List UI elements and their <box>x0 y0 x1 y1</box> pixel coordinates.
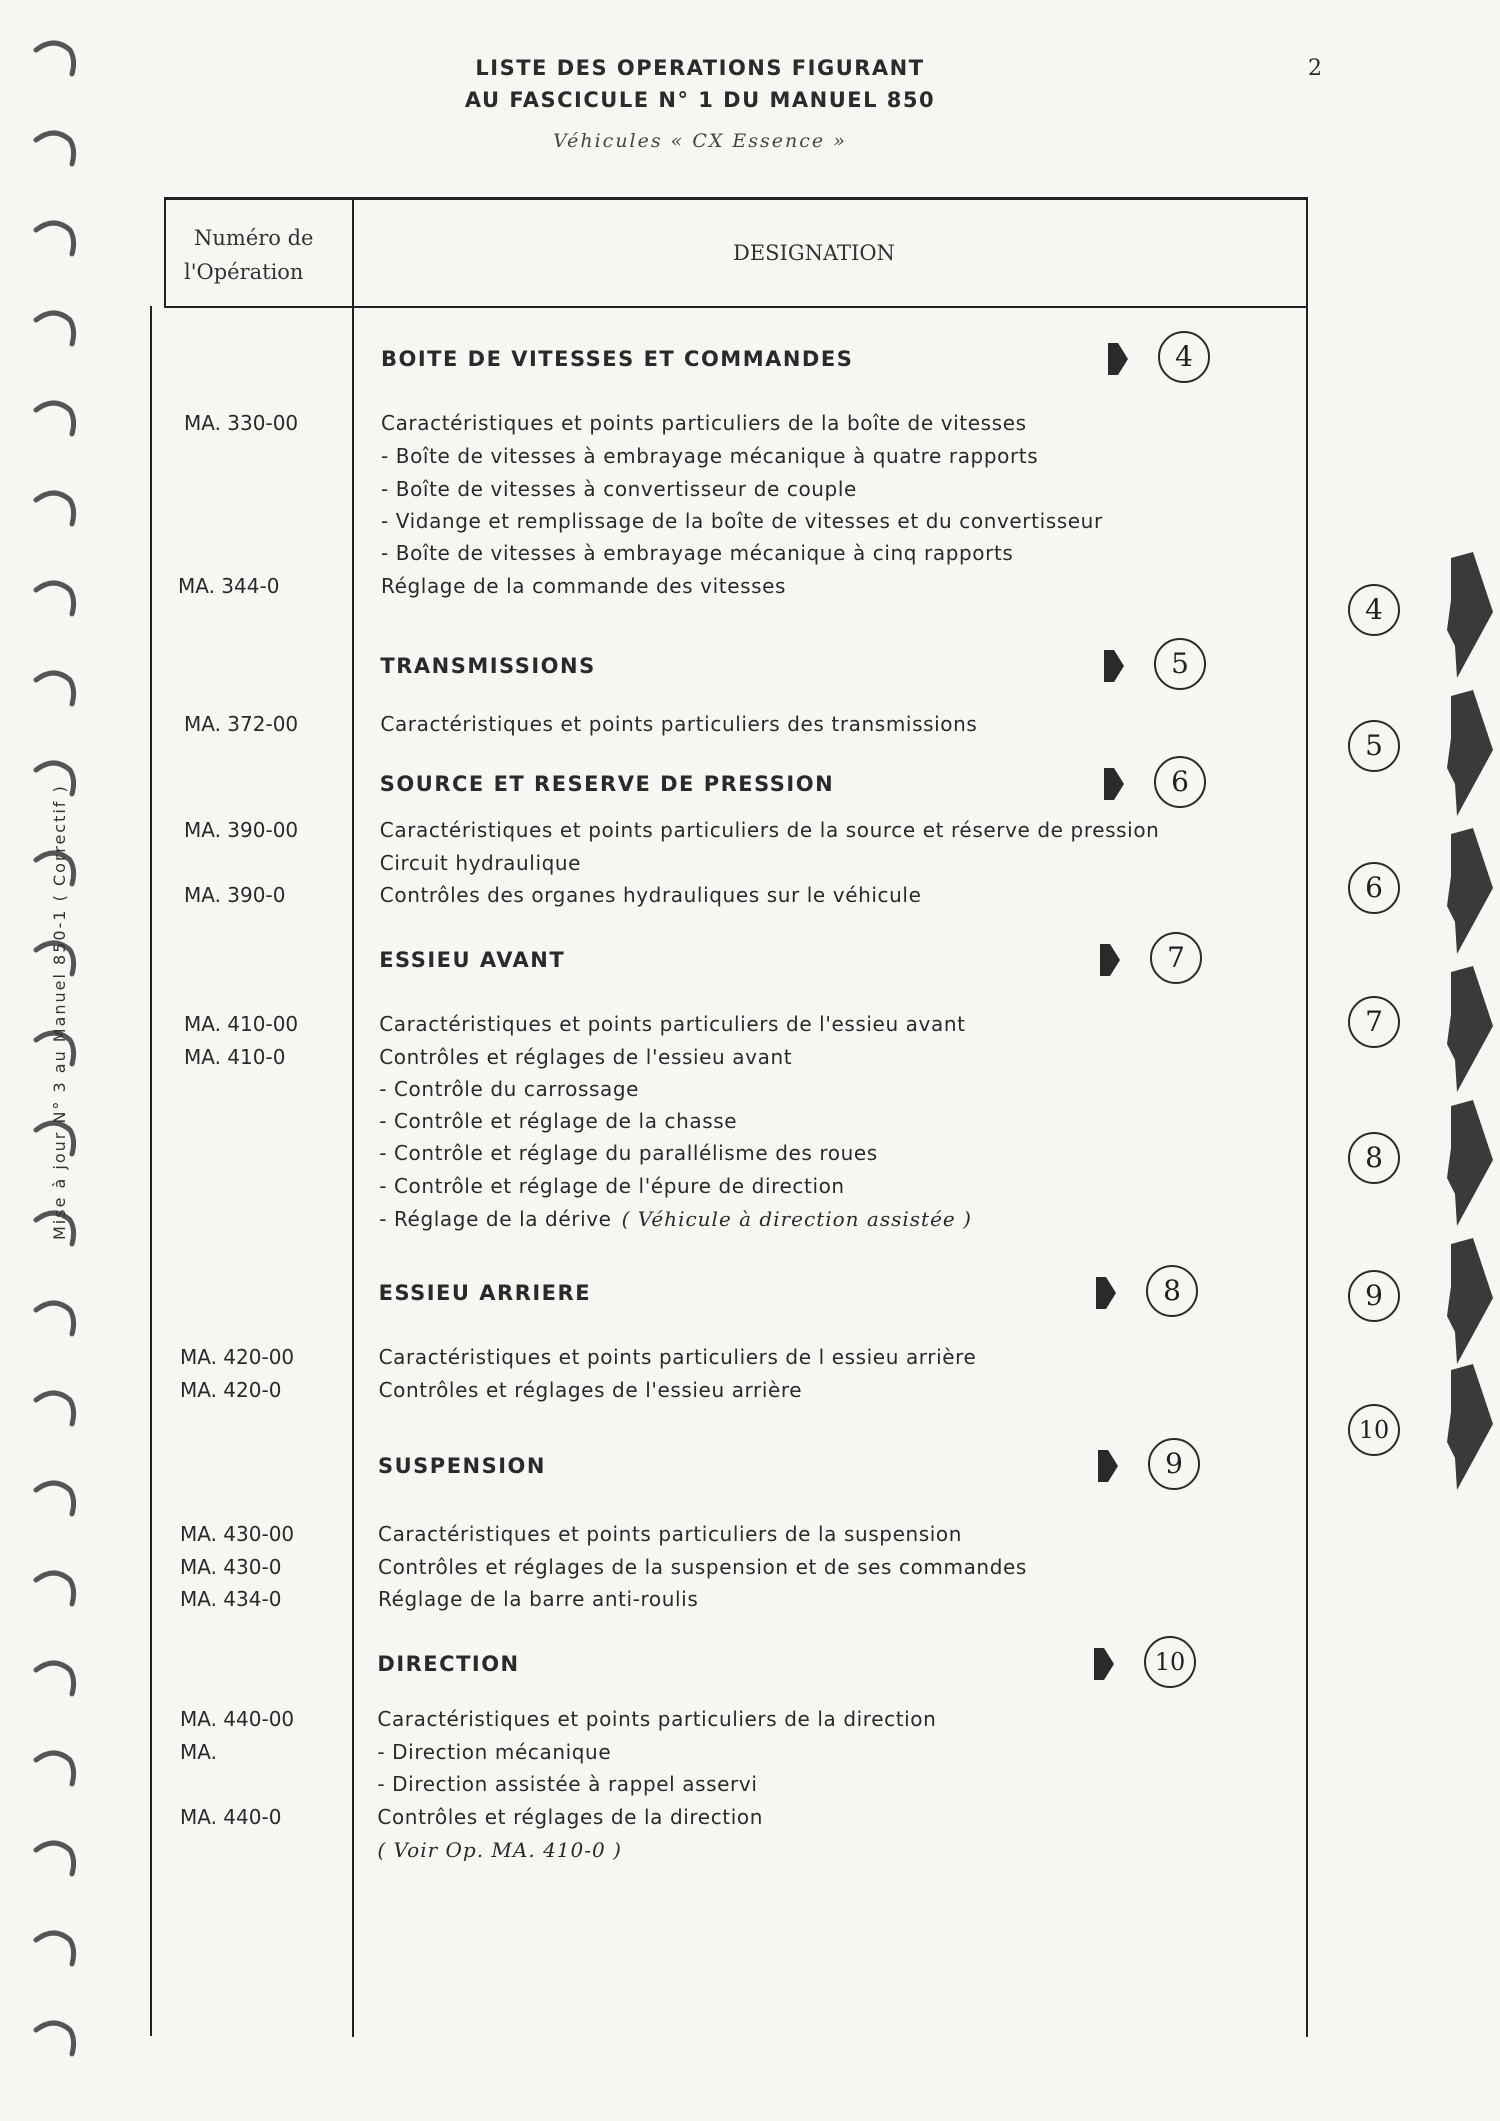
binder-ring-icon <box>32 580 78 620</box>
designation-line <box>379 1345 977 1369</box>
section-badge: 10 <box>1144 1636 1196 1688</box>
table-top-border <box>164 197 1308 200</box>
column-header-number-line-1: Numéro de <box>194 226 314 250</box>
designation-note: ( Véhicule à direction assistée ) <box>621 1207 972 1231</box>
designation-line <box>381 574 786 598</box>
operation-code: MA. 430-00 <box>180 1522 295 1546</box>
section-badge: 6 <box>1154 756 1206 808</box>
designation-line <box>379 1077 639 1101</box>
operation-code: MA. 390-0 <box>184 883 286 907</box>
designation-text: - Boîte de vitesses à embrayage mécanique à cinq rapports <box>381 541 1014 565</box>
section-arrow-icon <box>1102 644 1126 688</box>
operation-code: MA. 330-00 <box>184 411 299 435</box>
designation-line <box>379 1378 803 1402</box>
designation-text: Contrôles et réglages de l'essieu avant <box>379 1045 793 1069</box>
operation-code: MA. 420-00 <box>180 1345 295 1369</box>
designation-line <box>381 509 1103 533</box>
section-arrow-icon <box>1096 1444 1120 1488</box>
designation-text: Caractéristiques et points particuliers de la suspension <box>378 1522 963 1546</box>
page-number: 2 <box>1308 56 1322 81</box>
section-arrow-icon <box>1098 938 1122 982</box>
designation-line <box>379 1174 845 1198</box>
section-badge: 4 <box>1158 331 1210 383</box>
designation-text: Contrôles et réglages de l'essieu arrière <box>378 1378 803 1402</box>
section-arrow-icon <box>1094 1271 1118 1315</box>
section-title: BOITE DE VITESSES ET COMMANDES <box>381 347 854 371</box>
document-subtitle: Véhicules « CX Essence » <box>553 130 847 152</box>
designation-line <box>379 1109 737 1133</box>
designation-text: Caractéristiques et points particuliers de la boîte de vitesses <box>381 411 1027 435</box>
column-header-number-line-2: l'Opération <box>184 260 304 284</box>
section-badge: 9 <box>1148 1438 1200 1490</box>
designation-text: - Direction mécanique <box>377 1740 612 1764</box>
binder-ring-icon <box>32 400 78 440</box>
designation-text: - Contrôle et réglage de la chasse <box>379 1109 738 1133</box>
index-tab-number[interactable]: 4 <box>1348 584 1400 636</box>
section-title: DIRECTION <box>377 1652 520 1676</box>
index-tab-arrow-icon <box>1443 688 1495 818</box>
designation-text: - Boîte de vitesses à embrayage mécanique à quatre rapports <box>381 444 1039 468</box>
section-arrow-icon <box>1102 762 1126 806</box>
designation-line <box>379 1141 878 1165</box>
table-right-border <box>1306 197 1308 2037</box>
binder-ring-icon <box>32 220 78 260</box>
section-badge: 8 <box>1146 1265 1198 1317</box>
operation-code: MA. 430-0 <box>180 1555 282 1579</box>
operation-code: MA. 440-00 <box>180 1707 295 1731</box>
section-arrow-icon <box>1092 1642 1116 1686</box>
binder-ring-icon <box>32 1480 78 1520</box>
operation-code: MA. 410-00 <box>184 1012 299 1036</box>
operation-code: MA. 372-00 <box>184 712 299 736</box>
index-tab-arrow-icon <box>1443 826 1495 956</box>
section-title: SUSPENSION <box>378 1454 546 1478</box>
operation-code: MA. 420-0 <box>180 1378 282 1402</box>
operation-code: MA. 410-0 <box>184 1045 286 1069</box>
designation-line <box>380 851 581 875</box>
index-tab-arrow-icon <box>1443 964 1495 1094</box>
designation-line <box>379 1207 972 1231</box>
designation-text: Réglage de la commande des vitesses <box>381 574 787 598</box>
operation-code: MA. <box>180 1740 217 1764</box>
section-badge: 5 <box>1154 638 1206 690</box>
operation-code: MA. 390-00 <box>184 818 299 842</box>
designation-text: - Contrôle du carrossage <box>379 1077 640 1101</box>
binder-ring-icon <box>32 130 78 170</box>
binder-ring-icon <box>32 40 78 80</box>
designation-text: Contrôles des organes hydrauliques sur le véhicule <box>379 883 922 907</box>
designation-text: - Réglage de la dérive <box>379 1207 612 1231</box>
designation-line <box>381 477 857 501</box>
binder-ring-icon <box>32 1840 78 1880</box>
designation-line <box>380 712 977 736</box>
designation-line <box>379 1012 965 1036</box>
table-header-divider <box>164 306 1308 308</box>
designation-line <box>377 1805 763 1829</box>
document-title-line-1: LISTE DES OPERATIONS FIGURANT <box>475 56 925 80</box>
section-title: ESSIEU ARRIERE <box>378 1281 592 1305</box>
designation-text: Caractéristiques et points particuliers des transmissions <box>380 712 978 736</box>
designation-line <box>378 1555 1027 1579</box>
section-arrow-icon <box>1106 337 1130 381</box>
designation-line <box>381 444 1038 468</box>
designation-text: Contrôles et réglages de la suspension et de ses commandes <box>378 1555 1027 1579</box>
table-left-border <box>150 306 152 2036</box>
designation-line <box>377 1740 611 1764</box>
designation-text: - Boîte de vitesses à convertisseur de couple <box>381 477 857 501</box>
designation-line <box>381 411 1027 435</box>
binder-ring-icon <box>32 1660 78 1700</box>
designation-text: - Direction assistée à rappel asservi <box>377 1772 758 1796</box>
index-tab-number[interactable]: 5 <box>1348 720 1400 772</box>
binder-ring-icon <box>32 1390 78 1430</box>
designation-text: Caractéristiques et points particuliers de la source et réserve de pression <box>379 818 1160 842</box>
designation-line <box>377 1838 622 1862</box>
index-tab-number[interactable]: 7 <box>1348 996 1400 1048</box>
table-left-border-top <box>164 197 166 308</box>
binder-ring-icon <box>32 2020 78 2060</box>
binder-ring-icon <box>32 670 78 710</box>
designation-note: ( Voir Op. MA. 410-0 ) <box>377 1838 622 1862</box>
designation-text: Caractéristiques et points particuliers de l essieu arrière <box>378 1345 977 1369</box>
designation-text: Caractéristiques et points particuliers de l'essieu avant <box>379 1012 966 1036</box>
designation-line <box>378 1587 698 1611</box>
section-title: SOURCE ET RESERVE DE PRESSION <box>379 772 835 796</box>
operation-code: MA. 440-0 <box>180 1805 282 1829</box>
designation-line <box>379 1045 792 1069</box>
binder-ring-icon <box>32 310 78 350</box>
designation-text: - Vidange et remplissage de la boîte de vitesses et du convertisseur <box>381 509 1103 533</box>
designation-line <box>381 541 1013 565</box>
section-badge: 7 <box>1150 932 1202 984</box>
index-tab-arrow-icon <box>1443 550 1495 680</box>
column-header-designation: DESIGNATION <box>733 241 895 265</box>
binder-ring-icon <box>32 490 78 530</box>
designation-line <box>380 883 922 907</box>
index-tab-arrow-icon <box>1443 1098 1495 1228</box>
table-column-divider <box>352 197 354 2037</box>
section-title: TRANSMISSIONS <box>380 654 596 678</box>
index-tab-arrow-icon <box>1443 1362 1495 1492</box>
designation-line <box>377 1707 936 1731</box>
designation-text: - Contrôle et réglage de l'épure de direction <box>379 1174 845 1198</box>
binder-ring-icon <box>32 1570 78 1610</box>
index-tab-number[interactable]: 8 <box>1348 1132 1400 1184</box>
index-tab-number[interactable]: 10 <box>1348 1404 1400 1456</box>
designation-line <box>378 1522 962 1546</box>
index-tab-number[interactable]: 9 <box>1348 1270 1400 1322</box>
side-note: Mise à jour N° 3 au Manuel 850-1 ( Correctif ) <box>50 784 69 1240</box>
binder-ring-icon <box>32 1300 78 1340</box>
designation-line <box>380 818 1160 842</box>
designation-line <box>377 1772 757 1796</box>
operation-code: MA. 344-0 <box>178 574 280 598</box>
index-tab-arrow-icon <box>1443 1236 1495 1366</box>
designation-text: Circuit hydraulique <box>379 851 582 875</box>
binder-ring-icon <box>32 1750 78 1790</box>
designation-text: Caractéristiques et points particuliers de la direction <box>377 1707 937 1731</box>
designation-text: Contrôles et réglages de la direction <box>377 1805 764 1829</box>
index-tab-number[interactable]: 6 <box>1348 862 1400 914</box>
document-title-line-2: AU FASCICULE N° 1 DU MANUEL 850 <box>464 88 936 112</box>
designation-text: Réglage de la barre anti-roulis <box>378 1587 699 1611</box>
section-title: ESSIEU AVANT <box>379 948 566 972</box>
binder-ring-icon <box>32 1930 78 1970</box>
designation-text: - Contrôle et réglage du parallélisme des roues <box>379 1141 878 1165</box>
operation-code: MA. 434-0 <box>180 1587 282 1611</box>
